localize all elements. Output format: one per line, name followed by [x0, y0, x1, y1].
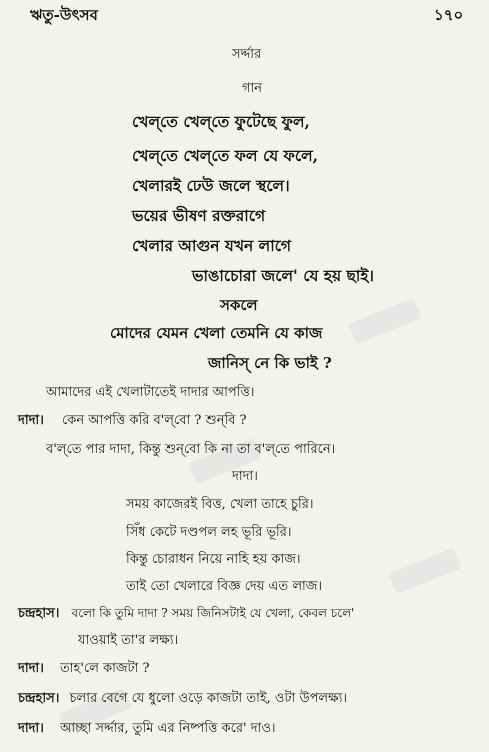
song-line: খেল্‌তে খেল্‌তে ফুটেছে ফুল,	[132, 112, 310, 131]
dialogue-line	[18, 722, 276, 735]
speaker-name: দাদা।	[18, 413, 44, 428]
chorus-speaker: সকলে	[220, 296, 258, 314]
chorus-line: জানিস্‌ নে কি ভাই ?	[208, 354, 332, 372]
dialogue-line	[18, 692, 347, 705]
speaker-name: দাদা।	[18, 721, 44, 736]
running-header-title: ঋতু-উৎসব	[30, 6, 98, 24]
speaker-name: চন্দ্রহাস।	[18, 606, 60, 621]
watermark-mark	[388, 548, 461, 595]
dialogue-text: তাহ'লে কাজটা ?	[60, 661, 150, 676]
dialogue-line	[18, 414, 247, 427]
dialogue-text: বলো কি তুমি দাদা ? সময় জিনিসটাই যে খেলা, কেবল চলে'	[71, 606, 355, 620]
verse-line: সময় কাজেরই বিত্ত, খেলা তাহে চুরি।	[126, 497, 314, 512]
song-heading: গান	[242, 81, 263, 96]
song-line: খেল্‌তে খেল্‌তে ফল যে ফলে,	[132, 146, 319, 165]
song-line: খেলার আগুন যখন লাগে	[132, 236, 292, 255]
speaker-name: চন্দ্রহাস।	[18, 691, 60, 706]
dialogue-text: ব'ল্‌তে পার দাদা, কিন্তু শুন্‌বো কি না তা ব'ল্‌তে পারিনে।	[46, 442, 336, 457]
verse-line: সিঁধ কেটে দণ্ডপল লহ ভূরি ভূরি।	[126, 525, 292, 540]
song-line: ভাঙাচোরা জলে' যে হয় ছাই।	[192, 266, 374, 285]
dialogue-text: কেন আপত্তি করি ব'ল্‌বো ? শুন্‌বি ?	[62, 413, 247, 428]
dialogue-text: আচ্ছা সর্দ্দার, তুমি এর নিষ্পত্তি করে' দাও।	[60, 721, 276, 736]
verse-line: কিন্তু চোরাধন নিয়ে নাহি হয় কাজ।	[126, 552, 301, 567]
dialogue-text: যাওয়াই তা'র লক্ষ্য।	[78, 633, 179, 648]
dialogue-text: দাদা।	[232, 469, 258, 484]
dialogue-line	[18, 607, 354, 620]
page-number: ১৭০	[434, 6, 464, 24]
speaker-name: দাদা।	[18, 661, 44, 676]
chorus-line: মোদের যেমন খেলা তেমনি যে কাজ	[110, 324, 323, 342]
dialogue-text: আমাদের এই খেলাটাতেই দাদার আপত্তি।	[46, 385, 255, 400]
dialogue-line	[78, 634, 178, 647]
song-line: ভয়ের ভীষণ রক্তরাগে	[132, 206, 266, 225]
verse-line: তাই তো খেলারে বিজ্ঞ দেয় এত লাজ।	[126, 579, 323, 594]
dialogue-text: চলার বেগে যে ধুলো ওড়ে কাজটা তাই, ওটা উপলক্ষ্য।	[69, 691, 348, 706]
dialogue-line	[18, 662, 149, 675]
dialogue-line	[46, 386, 254, 399]
verse-speaker	[232, 470, 258, 483]
dialogue-line	[46, 443, 335, 456]
song-line: খেলারই ঢেউ জলে স্থলে।	[132, 176, 290, 195]
song-speaker: সর্দ্দার	[232, 47, 262, 62]
watermark-mark	[348, 298, 421, 345]
